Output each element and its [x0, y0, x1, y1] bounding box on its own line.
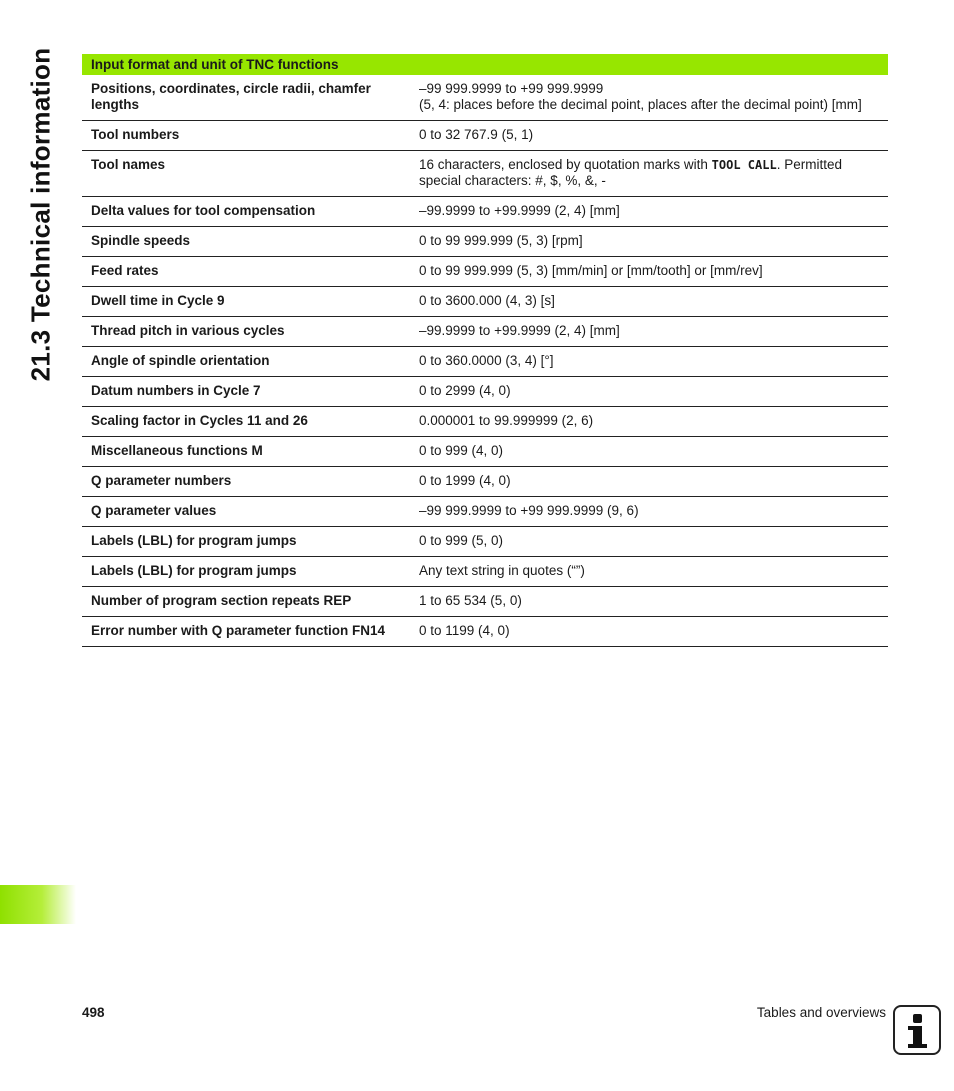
table-row — [82, 317, 888, 347]
table-row — [82, 151, 888, 197]
row-label: Thread pitch in various cycles — [82, 317, 410, 347]
info-icon-base — [908, 1044, 927, 1048]
row-value: 0 to 1199 (4, 0) — [410, 617, 888, 647]
row-label: Tool numbers — [82, 121, 410, 151]
row-value: 0 to 360.0000 (3, 4) [°] — [410, 347, 888, 377]
row-value: 0 to 2999 (4, 0) — [410, 377, 888, 407]
table-row — [82, 197, 888, 227]
table-row — [82, 407, 888, 437]
row-label: Dwell time in Cycle 9 — [82, 287, 410, 317]
table-row — [82, 467, 888, 497]
table-row — [82, 75, 888, 121]
row-value: –99.9999 to +99.9999 (2, 4) [mm] — [410, 317, 888, 347]
row-value: 0 to 999 (5, 0) — [410, 527, 888, 557]
info-icon-dot — [913, 1014, 922, 1023]
row-value: 0.000001 to 99.999999 (2, 6) — [410, 407, 888, 437]
row-label: Number of program section repeats REP — [82, 587, 410, 617]
table-row — [82, 377, 888, 407]
table-row — [82, 287, 888, 317]
row-label: Q parameter numbers — [82, 467, 410, 497]
row-label: Scaling factor in Cycles 11 and 26 — [82, 407, 410, 437]
table-header-row — [82, 54, 888, 75]
row-value-text: 16 characters, enclosed by quotation marks with — [419, 157, 712, 172]
input-format-table — [82, 54, 888, 647]
row-label: Labels (LBL) for program jumps — [82, 527, 410, 557]
row-value: 0 to 999 (4, 0) — [410, 437, 888, 467]
table-row — [82, 497, 888, 527]
table-row — [82, 121, 888, 151]
row-label: Feed rates — [82, 257, 410, 287]
row-value: Any text string in quotes (“”) — [410, 557, 888, 587]
row-value — [410, 75, 888, 121]
row-value: –99 999.9999 to +99 999.9999 (9, 6) — [410, 497, 888, 527]
row-label: Q parameter values — [82, 497, 410, 527]
table-row — [82, 527, 888, 557]
page-number: 498 — [82, 1005, 105, 1020]
chapter-tab-marker — [0, 885, 76, 924]
row-value: 1 to 65 534 (5, 0) — [410, 587, 888, 617]
chapter-side-title — [10, 47, 72, 381]
row-label: Delta values for tool compensation — [82, 197, 410, 227]
row-value — [410, 151, 888, 197]
row-value: 0 to 32 767.9 (5, 1) — [410, 121, 888, 151]
row-value-text: . Permitted special characters: #, $, %, &, - — [419, 157, 842, 188]
table-row — [82, 257, 888, 287]
tool-call-code: TOOL CALL — [711, 158, 777, 172]
footer-section-title: Tables and overviews — [756, 1005, 886, 1020]
row-value: –99.9999 to +99.9999 (2, 4) [mm] — [410, 197, 888, 227]
row-label: Tool names — [82, 151, 410, 197]
row-value-line: (5, 4: places before the decimal point, places after the decimal point) [mm] — [419, 97, 862, 112]
row-value: 0 to 99 999.999 (5, 3) [rpm] — [410, 227, 888, 257]
row-label: Error number with Q parameter function FN14 — [82, 617, 410, 647]
row-label: Labels (LBL) for program jumps — [82, 557, 410, 587]
table-row — [82, 617, 888, 647]
row-value: 0 to 1999 (4, 0) — [410, 467, 888, 497]
table-row — [82, 557, 888, 587]
row-label: Angle of spindle orientation — [82, 347, 410, 377]
table-row — [82, 347, 888, 377]
row-value: 0 to 3600.000 (4, 3) [s] — [410, 287, 888, 317]
row-value: 0 to 99 999.999 (5, 3) [mm/min] or [mm/tooth] or [mm/rev] — [410, 257, 888, 287]
table-header: Input format and unit of TNC functions — [82, 54, 888, 75]
row-label: Positions, coordinates, circle radii, chamfer lengths — [82, 75, 410, 121]
chapter-side-title-text: 21.3 Technical information — [25, 47, 56, 381]
table-row — [82, 437, 888, 467]
row-label: Spindle speeds — [82, 227, 410, 257]
info-icon — [893, 1005, 941, 1055]
table-row — [82, 227, 888, 257]
row-value-line: –99 999.9999 to +99 999.9999 — [419, 81, 604, 96]
row-label: Datum numbers in Cycle 7 — [82, 377, 410, 407]
table-row — [82, 587, 888, 617]
row-label: Miscellaneous functions M — [82, 437, 410, 467]
